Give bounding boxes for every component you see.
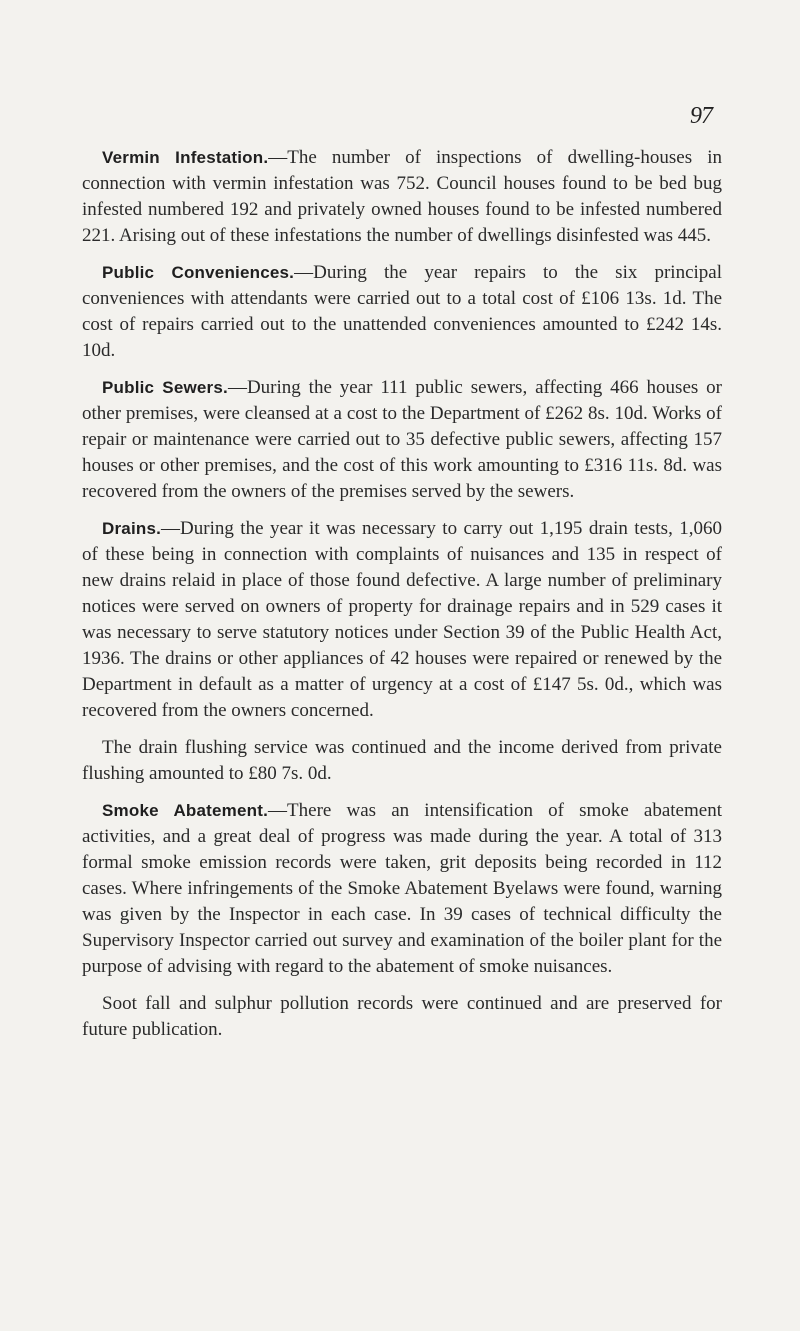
paragraph-soot-fall bbox=[82, 991, 722, 1043]
text-vermin-infestation: —The number of inspections of dwelling-houses in connection with vermin infestation was 752. Council houses found to be bed bug infested numbered 192 and privately owned houses found to be infested numbered 221. Arising out of these infestations the number of dwellings disinfested was 445. bbox=[82, 147, 723, 246]
paragraph-drain-flushing bbox=[82, 735, 722, 787]
document-body bbox=[82, 145, 722, 1054]
text-public-conveniences: —During the year repairs to the six principal conveniences with attendants were carried out to a total cost of £106 13s. 1d. The cost of repairs carried out to the unattended conveniences amounted to £242 14s. 10d. bbox=[82, 262, 722, 361]
page-number: 97 bbox=[690, 103, 712, 129]
paragraph-smoke-abatement bbox=[82, 798, 722, 980]
text-soot-fall: Soot fall and sulphur pollution records were continued and are preserved for future publication. bbox=[82, 993, 722, 1040]
text-drains: —During the year it was necessary to carry out 1,195 drain tests, 1,060 of these being in connection with complaints of nuisances and 135 in respect of new drains relaid in place of those found defective. A large number of preliminary notices were served on owners of property for drainage repairs and in 529 cases it was necessary to serve statutory notices under Section 39 of the Public Health Act, 1936. The drains or other appliances of 42 houses were repaired or renewed by the Department in default as a matter of urgency at a cost of £147 5s. 0d., which was recovered from the owners concerned. bbox=[82, 518, 722, 721]
paragraph-public-conveniences bbox=[82, 260, 722, 364]
heading-public-conveniences: Public Conveniences. bbox=[102, 263, 295, 282]
heading-vermin-infestation: Vermin Infestation. bbox=[102, 148, 269, 167]
paragraph-drains bbox=[82, 516, 722, 724]
paragraph-vermin-infestation bbox=[82, 145, 722, 249]
text-smoke-abatement: —There was an intensification of smoke abatement activities, and a great deal of progress was made during the year. A total of 313 formal smoke emission records were taken, grit deposits being recorded in 112 cases. Where infringements of the Smoke Abatement Byelaws were found, warning was given by the Inspector in each case. In 39 cases of technical difficulty the Supervisory Inspector carried out survey and examination of the boiler plant for the purpose of advising with regard to the abatement of smoke nuisances. bbox=[82, 800, 722, 977]
heading-smoke-abatement: Smoke Abatement. bbox=[102, 801, 269, 820]
paragraph-public-sewers bbox=[82, 375, 722, 505]
text-public-sewers: —During the year 111 public sewers, affecting 466 houses or other premises, were cleansed at a cost to the Department of £262 8s. 10d. Works of repair or maintenance were carried out to 35 defective public sewers, affecting 157 houses or other premises, and the cost of this work amounting to £316 11s. 8d. was recovered from the owners of the premises served by the sewers. bbox=[82, 377, 723, 502]
heading-public-sewers: Public Sewers. bbox=[102, 378, 228, 397]
text-drain-flushing: The drain flushing service was continued and the income derived from private flushing amounted to £80 7s. 0d. bbox=[82, 737, 722, 784]
heading-drains: Drains. bbox=[102, 519, 162, 538]
